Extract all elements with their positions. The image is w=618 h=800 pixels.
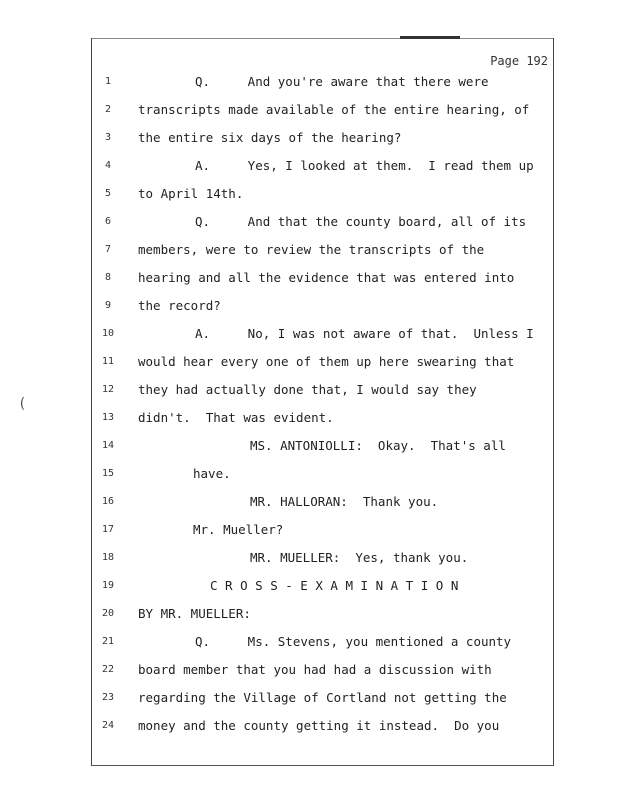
line-number: 8: [104, 272, 112, 283]
line-number: 4: [104, 160, 112, 171]
line-number: 6: [104, 216, 112, 227]
transcript-line: the record?: [138, 298, 221, 313]
page-frame-bottom: [91, 765, 554, 766]
line-number: 23: [101, 692, 115, 703]
line-number: 16: [101, 496, 115, 507]
transcript-line: have.: [193, 466, 231, 481]
line-number: 14: [101, 440, 115, 451]
transcript-line: MR. HALLORAN: Thank you.: [250, 494, 439, 509]
transcript-line: would hear every one of them up here swearing that: [138, 354, 515, 369]
page-frame-right: [553, 38, 554, 766]
transcript-line: they had actually done that, I would say they: [138, 382, 477, 397]
page-number: Page 192: [490, 54, 548, 68]
transcript-line: money and the county getting it instead. Do you: [138, 718, 500, 733]
line-number: 24: [101, 720, 115, 731]
transcript-line: Q. Ms. Stevens, you mentioned a county: [195, 634, 512, 649]
transcript-line: didn't. That was evident.: [138, 410, 334, 425]
transcript-line: board member that you had had a discussion with: [138, 662, 492, 677]
transcript-line: to April 14th.: [138, 186, 244, 201]
line-number: 21: [101, 636, 115, 647]
line-number: 17: [101, 524, 115, 535]
transcript-line: hearing and all the evidence that was entered into: [138, 270, 515, 285]
line-number: 1: [104, 76, 112, 87]
transcript-line: the entire six days of the hearing?: [138, 130, 402, 145]
line-number: 20: [101, 608, 115, 619]
line-number: 15: [101, 468, 115, 479]
line-number: 3: [104, 132, 112, 143]
page-frame-left: [91, 38, 92, 766]
line-number: 19: [101, 580, 115, 591]
line-number: 11: [101, 356, 115, 367]
transcript-line: Q. And that the county board, all of its: [195, 214, 527, 229]
line-number: 22: [101, 664, 115, 675]
line-number: 12: [101, 384, 115, 395]
transcript-line: A. No, I was not aware of that. Unless I: [195, 326, 534, 341]
transcript-line: members, were to review the transcripts of the: [138, 242, 485, 257]
transcript-line: regarding the Village of Cortland not getting the: [138, 690, 507, 705]
page-frame-top: [91, 38, 554, 39]
line-number: 7: [104, 244, 112, 255]
transcript-line: MR. MUELLER: Yes, thank you.: [250, 550, 469, 565]
line-number: 10: [101, 328, 115, 339]
line-number: 5: [104, 188, 112, 199]
transcript-line: transcripts made available of the entire hearing, of: [138, 102, 530, 117]
transcript-line: C R O S S - E X A M I N A T I O N: [210, 578, 459, 593]
line-number: 2: [104, 104, 112, 115]
transcript-line: Q. And you're aware that there were: [195, 74, 489, 89]
transcript-line: Mr. Mueller?: [193, 522, 284, 537]
transcript-line: MS. ANTONIOLLI: Okay. That's all: [250, 438, 506, 453]
transcript-line: A. Yes, I looked at them. I read them up: [195, 158, 534, 173]
transcript-line: BY MR. MUELLER:: [138, 606, 251, 621]
line-number: 13: [101, 412, 115, 423]
margin-bracket-mark: (: [18, 396, 27, 412]
line-number: 9: [104, 300, 112, 311]
line-number: 18: [101, 552, 115, 563]
top-scan-mark: [400, 36, 460, 39]
